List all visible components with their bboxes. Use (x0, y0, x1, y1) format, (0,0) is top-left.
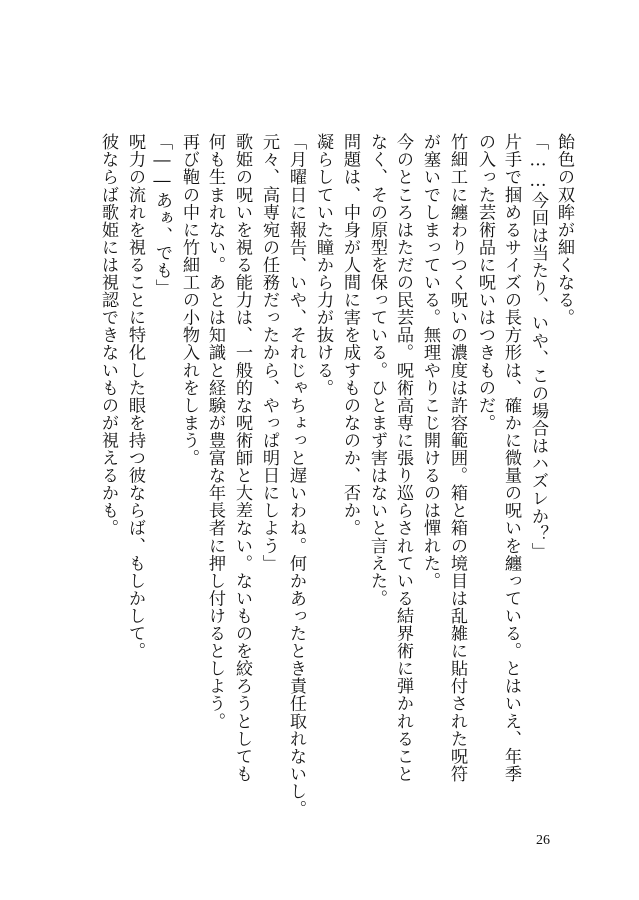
text-line-5: 竹細工に纏わりつく呪いの濃度は許容範囲。箱と箱の境目は乱雑に貼付された呪符 (447, 133, 467, 783)
text-line-8: なく、その原型を保っている。ひとまず害はないと言えた。 (367, 133, 387, 607)
text-line-2: 「……今回は当たり、いや、この場合はハズレか？」 (528, 133, 548, 560)
text-line-9: 問題は、中身が人間に害を成すものなのか、否か。 (340, 133, 360, 537)
text-line-17: 呪力の流れを視ることに特化した眼を持つ彼ならば、もしかして。 (125, 133, 145, 660)
text-line-12: 元々、高専宛の任務だったから、やっぱ明日にしよう」 (259, 133, 279, 572)
text-line-4: の入った芸術品に呪いはつきものだ。 (475, 133, 495, 432)
text-line-14: 何も生まれない。あとは知識と経験が豊富な年長者に押し付けるとしよう。 (205, 133, 225, 730)
text-line-7: 今のところはただの民芸品。呪術高専に張り巡らされている結界術に弾かれること (393, 133, 413, 783)
text-line-11: 「月曜日に報告、いや、それじゃちょっと遅いわね。何かあったとき責任取れないし。 (286, 133, 306, 818)
page-number: 26 (536, 833, 550, 848)
text-line-16: 「――あぁ、でも」 (152, 133, 172, 297)
text-line-18: 彼ならば歌姫には視認できないものが視えるかも。 (98, 133, 118, 537)
text-line-1: 飴色の双眸が細くなる。 (554, 133, 574, 327)
text-line-13: 歌姫の呪いを視る能力は、一般的な呪術師と大差ない。ないものを絞ろうとしても (232, 133, 252, 783)
text-line-10: 凝らしていた瞳から力が抜ける。 (313, 133, 333, 397)
text-line-3: 片手で掴めるサイズの長方形は、確かに微量の呪いを纏っている。とはいえ、年季 (501, 133, 521, 783)
text-line-6: が塞いでしまっている。無理やりこじ開けるのは憚れた。 (420, 133, 440, 590)
text-line-15: 再び鞄の中に竹細工の小物入れをしまう。 (179, 133, 199, 467)
